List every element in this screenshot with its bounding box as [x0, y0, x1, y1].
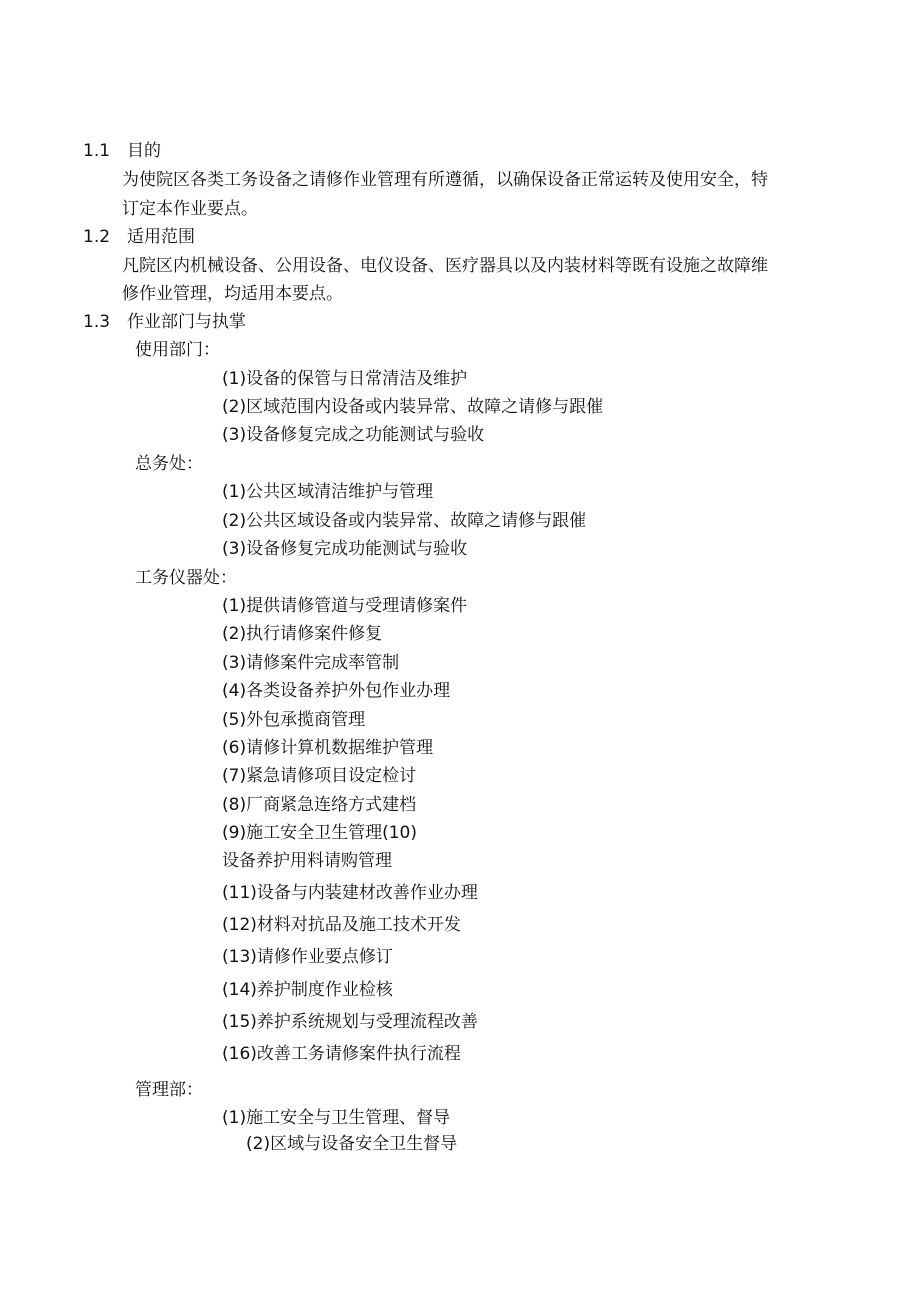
list-item: (3)请修案件完成率管制 [222, 653, 400, 673]
list-item: (13)请修作业要点修订 [222, 947, 393, 967]
section-number: 1.2 [83, 227, 111, 247]
list-item: (2)区域与设备安全卫生督导 [246, 1134, 458, 1154]
list-item: 设备养护用料请购管理 [222, 851, 392, 871]
paragraph-line: 修作业管理，均适用本要点。 [122, 284, 343, 304]
list-item: (2)区域范围内设备或内装异常、故障之请修与跟催 [222, 397, 604, 417]
department-name: 使用部门： [135, 340, 220, 360]
section-title: 目的 [127, 141, 161, 161]
paragraph-line: 凡院区内机械设备、公用设备、电仪设备、医疗器具以及内装材料等既有设施之故障维 [122, 256, 768, 276]
list-item: (8)厂商紧急连络方式建档 [222, 795, 417, 815]
list-item: (1)施工安全与卫生管理、督导 [222, 1108, 451, 1128]
section-title: 作业部门与执掌 [127, 312, 246, 332]
list-item: (14)养护制度作业检核 [222, 980, 393, 1000]
list-item: (7)紧急请修项目设定检讨 [222, 766, 417, 786]
list-item: (3)设备修复完成之功能测试与验收 [222, 425, 485, 445]
section-title: 适用范围 [127, 227, 195, 247]
department-name: 工务仪器处： [135, 568, 237, 588]
list-item: (1)设备的保管与日常清洁及维护 [222, 369, 468, 389]
list-item: (15)养护系统规划与受理流程改善 [222, 1012, 478, 1032]
list-item: (1)公共区域清洁维护与管理 [222, 482, 434, 502]
list-item: (16)改善工务请修案件执行流程 [222, 1044, 461, 1064]
list-item: (1)提供请修管道与受理请修案件 [222, 596, 468, 616]
list-item: (9)施工安全卫生管理(10) [222, 823, 417, 843]
list-item: (4)各类设备养护外包作业办理 [222, 681, 451, 701]
department-name: 总务处： [135, 454, 203, 474]
section-number: 1.1 [83, 141, 111, 161]
list-item: (11)设备与内装建材改善作业办理 [222, 883, 478, 903]
paragraph-line: 为使院区各类工务设备之请修作业管理有所遵循，以确保设备正常运转及使用安全，特 [122, 170, 768, 190]
list-item: (2)公共区域设备或内装异常、故障之请修与跟催 [222, 511, 587, 531]
section-number: 1.3 [83, 312, 111, 332]
paragraph-line: 订定本作业要点。 [122, 199, 258, 219]
list-item: (3)设备修复完成功能测试与验收 [222, 539, 468, 559]
list-item: (12)材料对抗品及施工技术开发 [222, 915, 461, 935]
list-item: (6)请修计算机数据维护管理 [222, 738, 434, 758]
department-name: 管理部： [135, 1080, 203, 1100]
list-item: (2)执行请修案件修复 [222, 624, 383, 644]
list-item: (5)外包承揽商管理 [222, 710, 366, 730]
